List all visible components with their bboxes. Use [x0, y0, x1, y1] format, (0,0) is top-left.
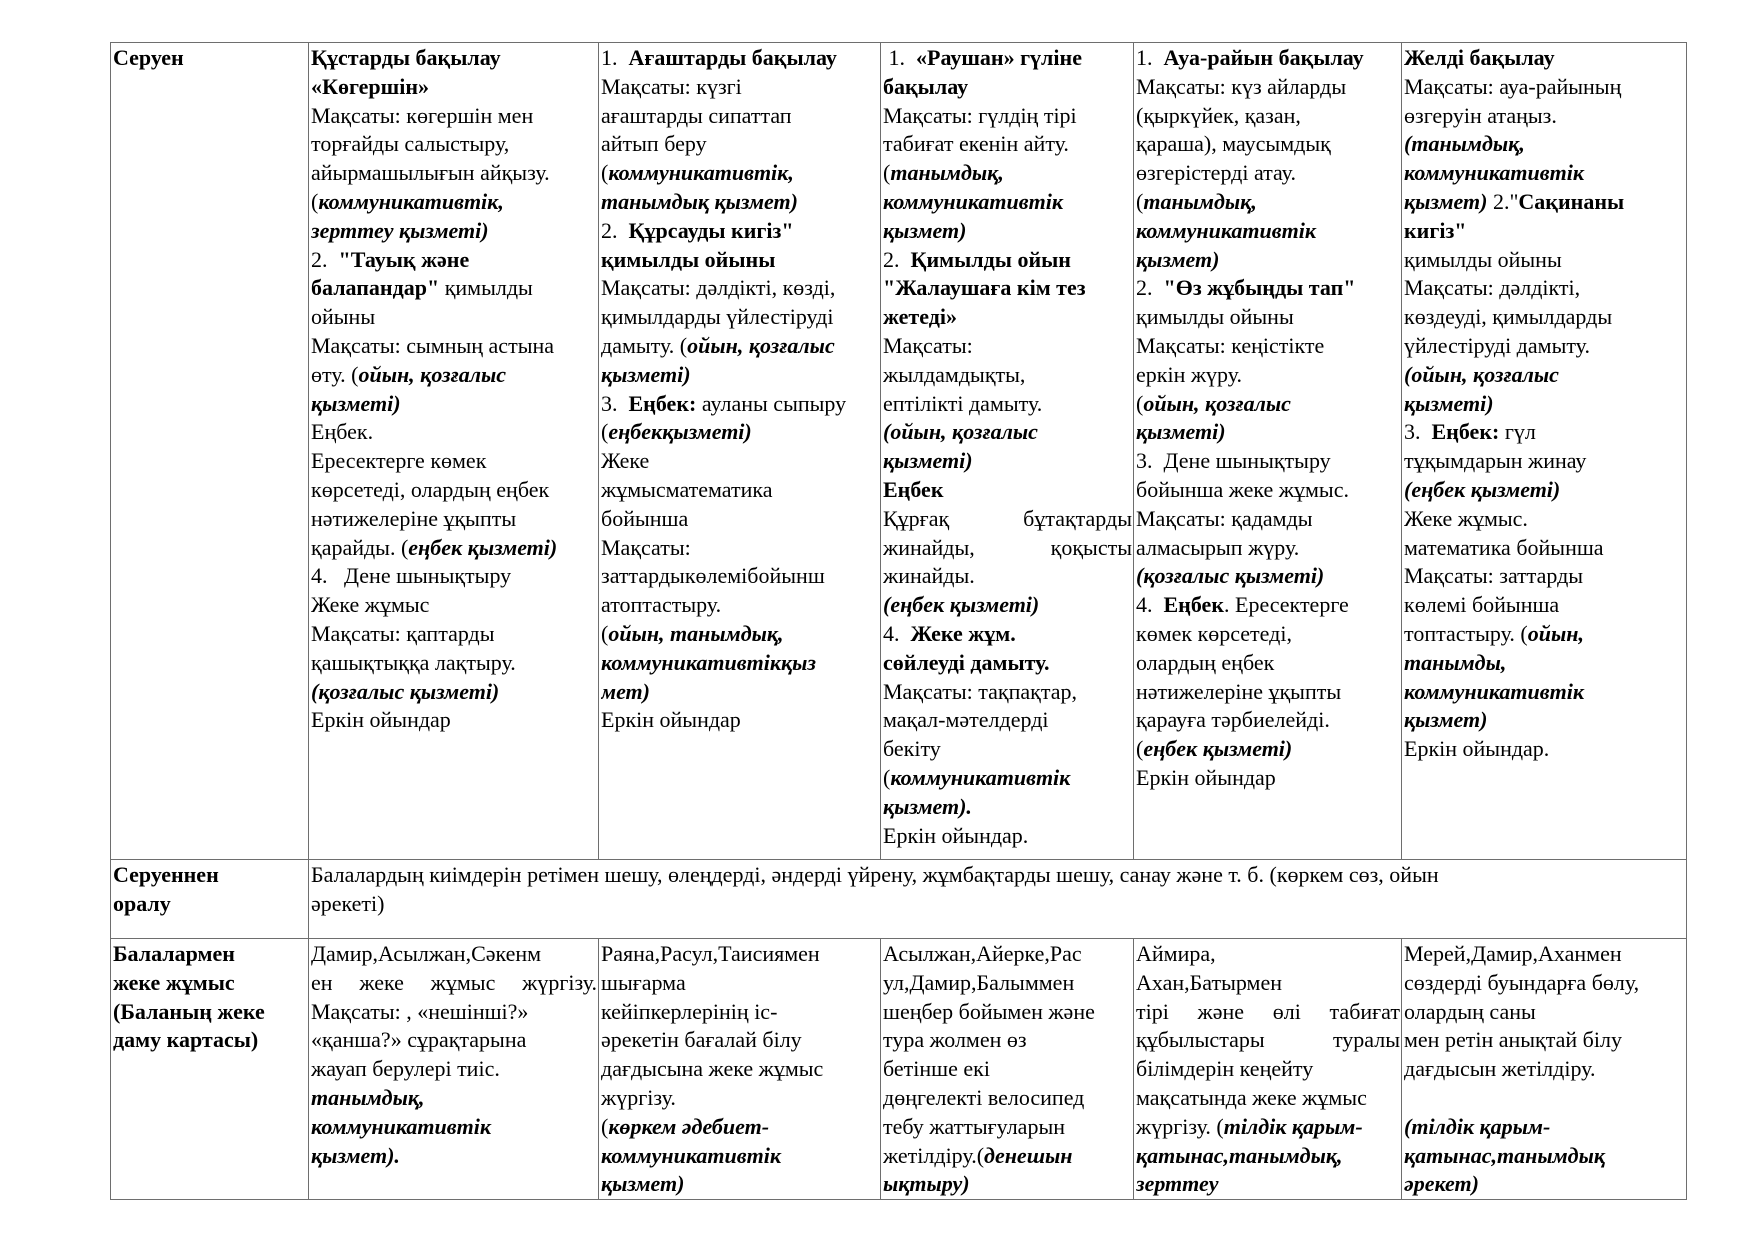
individual-cell-3: Асылжан,Айерке,Рас ул,Дамир,Балыммен шеңбер бойымен және тура жолмен өз бетінше екі дөңгелекті велосипед тебу жаттығуларын жетілдіру.(денешын ықтыру) [881, 939, 1134, 1200]
return-cell: Балалардың киімдерін ретімен шешу, өлеңдерді, әндерді үйрену, жұмбақтарды шешу, санау және т. б. (көркем сөз, ойын әрекеті) [309, 860, 1687, 939]
walk-cell-1: Құстарды бақылау «Көгершін» Мақсаты: көгершін мен торғайды салыстыру, айырмашылығын айқызу. (коммуникативтік, зерттеу қызметі) 2. "Тауық және балапандар" қимылды ойыны Мақсаты: сымның астына өту. (ойын, қозғалыс қызметі) Еңбек. Ересектерге көмек көрсетеді, олардың еңбек нәтижелеріне ұқыпты қарайды. (еңбек қызметі) 4. Дене шынықтыру Жеке жұмыс Мақсаты: қаптарды қашықтыққа лақтыру. (қозғалыс қызметі) Еркін ойындар [309, 43, 599, 860]
walk-cell-2: 1. Ағаштарды бақылау Мақсаты: күзгі ағаштарды сипаттап айтып беру (коммуникативтік, танымдық қызмет) 2. Құрсауды кигіз" қимылды ойыны Мақсаты: дәлдікті, көзді, қимылдарды үйлестіруді дамыту. (ойын, қозғалыс қызметі) 3. Еңбек: ауланы сыпыру (еңбекқызметі) Жеке жұмысматематика бойынша Мақсаты: заттардыкөлемібойынш атоптастыру. (ойын, танымдық, коммуникативтікқыз мет) Еркін ойындар [599, 43, 881, 860]
walk-cell-4: 1. Ауа-райын бақылау Мақсаты: күз айларды (қыркүйек, қазан, қараша), маусымдық өзгерістерді атау. (танымдық, коммуникативтік қызмет) 2. "Өз жұбыңды тап" қимылды ойыны Мақсаты: кеңістікте еркін жүру. (ойын, қозғалыс қызметі) 3. Дене шынықтыру бойынша жеке жұмыс. Мақсаты: қадамды алмасырып жүру. (қозғалыс қызметі) 4. Еңбек. Ересектерге көмек көрсетеді, олардың еңбек нәтижелеріне ұқыпты қарауға тәрбиелейді. (еңбек қызметі) Еркін ойындар [1134, 43, 1402, 860]
individual-work-row [111, 939, 1687, 1200]
individual-cell-4: Аймира, Ахан,Батырмен тірі және өлі табиғат құбылыстары туралы білімдерін кеңейту мақсатында жеке жұмыс жүргізу. (тілдік қарым- қатынас,танымдық, зерттеу [1134, 939, 1402, 1200]
individual-cell-1: Дамир,Асылжан,Сәкенм ен жеке жұмыс жүргізу. Мақсаты: , «нешінші?» «қанша?» сұрақтарына жауап берулері тиіс. танымдық, коммуникативтік қызмет). [309, 939, 599, 1200]
row-header-walk: Серуен [111, 43, 309, 860]
walk-cell-5: Желді бақылау Мақсаты: ауа-райының өзгеруін атаңыз. (танымдық, коммуникативтік қызмет) 2."Сақинаны кигіз" қимылды ойыны Мақсаты: дәлдікті, көздеуді, қимылдарды үйлестіруді дамыту. (ойын, қозғалыс қызметі) 3. Еңбек: гүл тұқымдарын жинау (еңбек қызметі) Жеке жұмыс. математика бойынша Мақсаты: заттарды көлемі бойынша топтастыру. (ойын, танымды, коммуникативтік қызмет) Еркін ойындар. [1402, 43, 1687, 860]
return-row [111, 860, 1687, 939]
walk-cell-3: 1. «Раушан» гүліне бақылау Мақсаты: гүлдің тірі табиғат екенін айту. (танымдық, коммуникативтік қызмет) 2. Қимылды ойын "Жалаушаға кім тез жетеді» Мақсаты: жылдамдықты, ептілікті дамыту. (ойын, қозғалыс қызметі) Еңбек Құрғақ бұтақтарды жинайды, қоқысты жинайды. (еңбек қызметі) 4. Жеке жұм. сөйлеуді дамыту. Мақсаты: тақпақтар, мақал-мәтелдерді бекіту (коммуникативтік қызмет). Еркін ойындар. [881, 43, 1134, 860]
row-header-individual: Балалармен жеке жұмыс (Баланың жеке даму картасы) [111, 939, 309, 1200]
individual-cell-2: Раяна,Расул,Таисиямен шығарма кейіпкерлерінің іс- әрекетін бағалай білу дағдысына жеке жұмыс жүргізу. (көркем әдебиет- коммуникативтік қызмет) [599, 939, 881, 1200]
plan-table [110, 42, 1687, 1200]
individual-cell-5: Мерей,Дамир,Аханмен сөздерді буындарға бөлу, олардың саны мен ретін анықтай білу дағдысын жетілдіру. (тілдік қарым- қатынас,танымдық әрекет) [1402, 939, 1687, 1200]
row-header-return: Серуеннен оралу [111, 860, 309, 939]
walk-row [111, 43, 1687, 860]
